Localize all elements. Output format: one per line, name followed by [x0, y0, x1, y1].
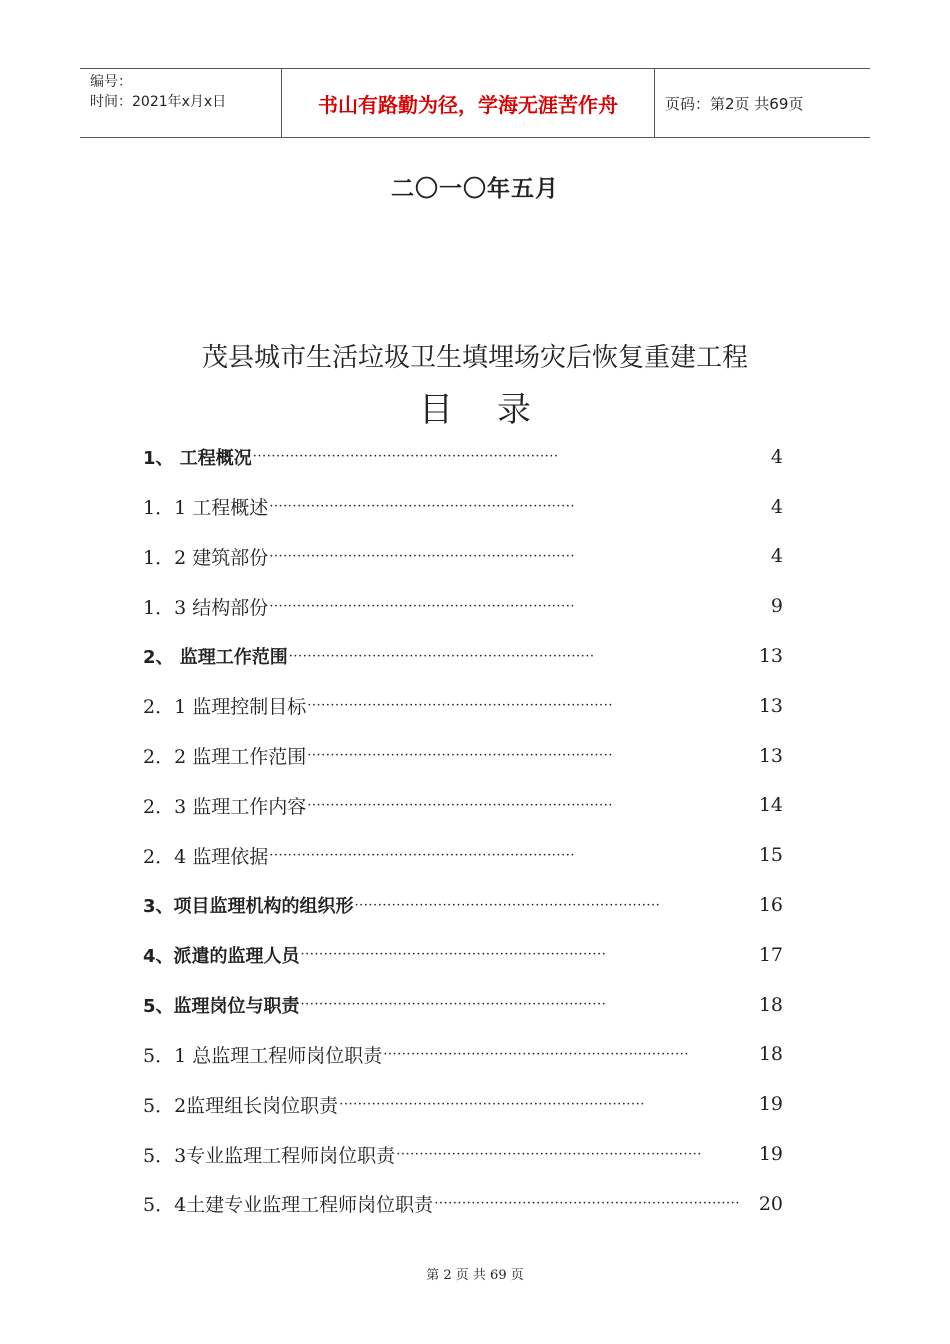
toc-item[interactable]: [143, 432, 783, 482]
toc-item-page: 19: [758, 1093, 783, 1116]
toc-leader-dots: ··································································: [307, 698, 613, 714]
toc-leader-dots: ··································································: [269, 548, 575, 564]
toc-leader-dots: ··································································: [307, 797, 613, 813]
toc-item-text: 2．4 监理依据: [143, 845, 269, 868]
document-time: 时间：2021年x月x日: [90, 94, 227, 110]
toc-item-text: 1．3 结构部份: [143, 596, 269, 619]
toc-leader-dots: ··································································: [307, 748, 613, 764]
toc-leader-dots: ··································································: [269, 598, 575, 614]
toc-item-text: 1．1 工程概述: [143, 497, 269, 520]
toc-item-text: 5．4土建专业监理工程师岗位职责: [143, 1194, 434, 1217]
toc-item-text: 5、监理岗位与职责: [143, 995, 300, 1017]
toc-leader-dots: ··································································: [396, 1146, 702, 1162]
date-title: 二〇一〇年五月: [391, 176, 559, 202]
toc-item-page: 4: [770, 545, 783, 568]
toc-item-page: 13: [758, 694, 783, 717]
toc-item[interactable]: [143, 731, 783, 781]
toc-leader-dots: ··································································: [354, 897, 661, 913]
header-motto: 书山有路勤为径，学海无涯苦作舟: [282, 69, 655, 137]
toc-item-page: 19: [758, 1143, 783, 1166]
toc-item-text: 2、 监理工作范围: [143, 647, 288, 669]
toc-item-text: 2．1 监理控制目标: [143, 696, 307, 719]
toc-item-text: 5．3专业监理工程师岗位职责: [143, 1144, 396, 1167]
document-number-label: 编号：: [90, 74, 132, 90]
toc-item[interactable]: [143, 1179, 783, 1229]
toc-title: 目录: [419, 390, 575, 430]
toc-leader-dots: ··································································: [269, 847, 575, 863]
toc-item[interactable]: [143, 1030, 783, 1080]
toc-item-page: 13: [758, 744, 783, 767]
toc-item[interactable]: [143, 631, 783, 681]
toc-item[interactable]: [143, 781, 783, 831]
toc-item-text: 3、项目监理机构的组织形: [143, 896, 354, 918]
toc-item-page: 20: [758, 1192, 783, 1215]
toc-item-page: 4: [770, 495, 783, 518]
project-title: 茂县城市生活垃圾卫生填埋场灾后恢复重建工程: [201, 343, 748, 373]
toc-item-text: 1．2 建筑部份: [143, 546, 269, 569]
toc-item[interactable]: [143, 930, 783, 980]
toc-item[interactable]: [143, 532, 783, 582]
toc-item-text: 2．2 监理工作范围: [143, 746, 307, 769]
table-of-contents: [143, 432, 783, 1229]
toc-item-text: 1、 工程概况: [143, 447, 252, 469]
toc-item[interactable]: [143, 1079, 783, 1129]
toc-item-text: 5．1 总监理工程师岗位职责: [143, 1044, 383, 1067]
toc-item-page: 9: [770, 595, 783, 618]
toc-item-page: 18: [758, 1043, 783, 1066]
toc-item[interactable]: [143, 1129, 783, 1179]
toc-leader-dots: ··································································: [288, 648, 595, 664]
toc-leader-dots: ··································································: [300, 947, 607, 963]
toc-leader-dots: ··································································: [300, 997, 607, 1013]
toc-item[interactable]: [143, 581, 783, 631]
page-footer: 第 2 页 共 69 页: [426, 1268, 524, 1283]
toc-item[interactable]: [143, 830, 783, 880]
header-page-info: 页码：第2页 共69页: [665, 94, 804, 113]
toc-leader-dots: ··································································: [383, 1046, 689, 1062]
toc-item-page: 14: [758, 794, 783, 817]
header-meta: [80, 69, 282, 137]
toc-item-page: 13: [758, 645, 783, 668]
toc-leader-dots: ··································································: [269, 499, 575, 515]
toc-item-text: 5．2监理组长岗位职责: [143, 1094, 339, 1117]
toc-item-page: 18: [758, 993, 783, 1016]
toc-item[interactable]: [143, 681, 783, 731]
toc-item-text: 2．3 监理工作内容: [143, 795, 307, 818]
page-header: [80, 68, 870, 138]
toc-item-page: 4: [770, 445, 783, 468]
toc-leader-dots: ··································································: [252, 449, 559, 465]
toc-leader-dots: ··································································: [339, 1096, 645, 1112]
toc-item[interactable]: [143, 482, 783, 532]
toc-item-page: 16: [758, 894, 783, 917]
toc-item-text: 4、派遣的监理人员: [143, 945, 300, 967]
toc-item[interactable]: [143, 880, 783, 930]
toc-item-page: 15: [758, 844, 783, 867]
toc-leader-dots: ··································································: [434, 1196, 740, 1212]
toc-item-page: 17: [758, 943, 783, 966]
toc-item[interactable]: [143, 980, 783, 1030]
